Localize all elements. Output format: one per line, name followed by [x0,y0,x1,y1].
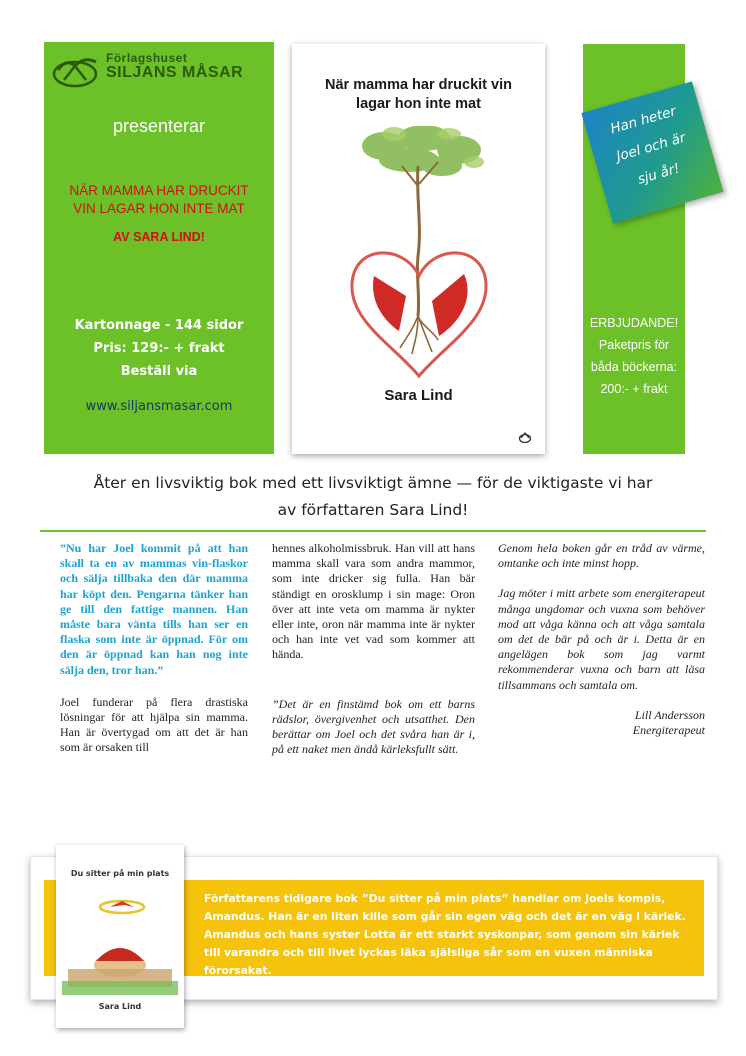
promo-panel-left [44,42,274,454]
sticker-line3: sju år! [635,160,682,188]
offer-line2: Paketpris för [598,338,670,352]
excerpt-quote: ”Nu har Joel kommit på att han skall ta en av mammas vin-flaskor och sälja tillbaka den där mamma har köpt den. Pengarna tänker han ge till den fattige mannen. Han måste bara vänta tills han ser en flaska som inte är öppnad. För om den är öppnad kan han nog inte sälja den, tror han.” [60,541,248,677]
tree-heart-illustration [314,126,524,396]
offer-line3: båda böckerna: [590,360,678,374]
order-info [44,314,274,383]
column-3 [498,541,705,738]
order-via: Beställ via [120,364,198,379]
headline-line2: av författaren Sara Lind! [277,501,469,519]
cover-author: Sara Lind [384,387,453,404]
publisher-mark-icon [518,430,532,444]
headline [40,470,706,524]
signature-name: Lill Andersson [634,707,705,722]
book-cover [292,44,545,454]
review-paragraph-3: Jag möter i mitt arbete som energiterapeut många ungdomar och vuxna som behöver mod att våga känna och att våga samtala om det de bär på och är i. Detta är en angelägen bok som jag varmt rekommenderar vuxna och barn att läsa tillsammans och samtala om. [498,586,705,692]
book-title-block [44,182,274,218]
cover-title-line1: När mamma har druckit vin [325,77,512,93]
book-title-line1: NÄR MAMMA HAR DRUCKIT [69,183,249,198]
previous-book-author: Sara Lind [98,1002,142,1011]
book-author: AV SARA LIND! [113,230,205,244]
body-paragraph-2: hennes alkoholmissbruk. Han vill att hans mamma skall vara som andra mammor, som inte dricker sig fulla. Han bär ständigt en orosklump i sin mage: Oron över att inte veta om mamma är nykter eller inte, oron när mamma inte är nykter och han inte vet vad som kommer att hända. [272,541,475,662]
offer-heading: ERBJUDANDE! [589,316,679,330]
body-paragraph-1: Joel funderar på flera drastiska lösningar för att hjälpa sin mamma. Han är övertygad om att det är han som är orsaken till [60,694,248,755]
sticker-text [584,91,718,203]
logo-text-bottom: SILJANS MÅSAR [106,64,244,81]
offer-price: 200:- + frakt [600,382,668,396]
book-title-line2: VIN LAGAR HON INTE MAT [73,201,245,216]
price: Pris: 129:- + frakt [93,341,225,356]
sticker-line1: Han heter [608,103,678,138]
logo-text-top: Förlagshuset [106,51,188,65]
divider [40,530,706,532]
publisher-logo [50,50,270,90]
column-2 [272,541,475,772]
column-1 [60,541,248,771]
previous-book-description: Författarens tidigare bok ”Du sitter på min plats” handlar om Joels kompis, Amandus. Han är en liten kille som går sin egen väg och det är en väg i kärlek. Amandus och hans syster Lotta är ett starkt syskonpar, som genom sin kärlek till varandra och till livet lyckas läka själsliga sår som en vuxen människa förorsakat. [204,892,686,977]
sticker-line2: Joel och är [614,129,688,165]
format-pages: Kartonnage - 144 sidor [74,318,244,333]
review-paragraph-1: ”Det är en finstämd bok om ett barns rädslor, övergivenhet och utsatthet. Den berättar om Joel och det svåra han är i, på ett naket men ändå kärleksfullt sätt. [272,696,475,757]
website-link[interactable]: www.siljansmasar.com [85,399,233,414]
package-offer [583,312,685,400]
gull-logo-icon [50,52,100,88]
cover-title [292,76,545,114]
review-signature [498,708,705,738]
headline-line1: Åter en livsviktig bok med ett livsviktigt ämne — för de viktigaste vi har [93,474,653,492]
presents-label: presenterar [112,116,206,136]
signature-title: Energiterapeut [632,723,705,738]
boy-illustration [62,883,178,995]
review-paragraph-2: Genom hela boken går en tråd av värme, omtanke och inte minst hopp. [498,541,705,571]
previous-book-cover [56,845,184,1028]
cover-title-line2: lagar hon inte mat [356,96,481,112]
previous-book-title: Du sitter på min plats [70,869,170,878]
